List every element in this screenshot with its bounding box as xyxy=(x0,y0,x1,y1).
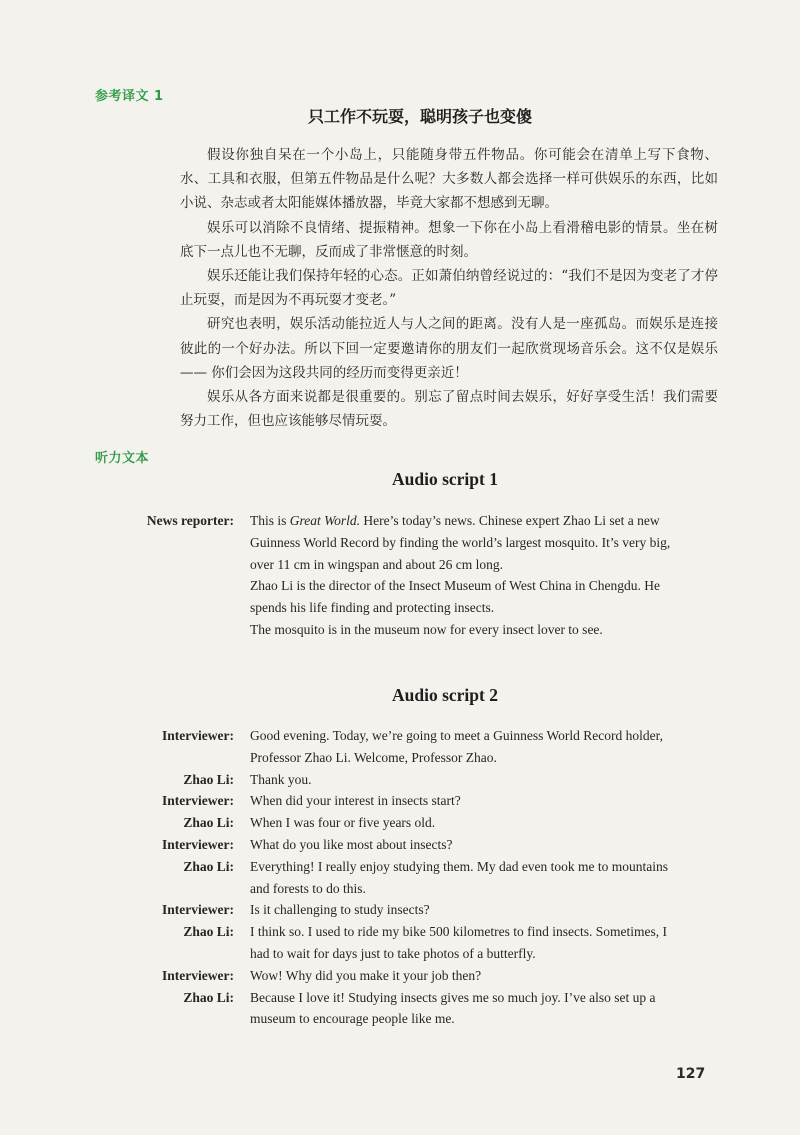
translation-paragraph: 假设你独自呆在一个小岛上，只能随身带五件物品。你可能会在清单上写下食物、水、工具和衣服，但第五件物品是什么呢？大多数人都会选择一样可供娱乐的东西，比如小说、杂志或者太阳能媒体播放器，毕竟大家都不想感到无聊。 xyxy=(180,147,718,212)
speech-line: Is it challenging to study insects? xyxy=(250,902,430,918)
listening-section-label: 听力文本 xyxy=(95,451,150,466)
translation-paragraph: 娱乐从各方面来说都是很重要的。别忘了留点时间去娱乐，好好享受生活！我们需要努力工作，但也应该能够尽情玩耍。 xyxy=(180,389,718,430)
dialog-turn xyxy=(140,725,720,769)
speech-text xyxy=(250,769,720,791)
speaker-name: News reporter: xyxy=(146,513,234,528)
speech-line: Thank you. xyxy=(250,771,312,787)
speech-line: What do you like most about insects? xyxy=(250,836,453,852)
dialog-turn xyxy=(140,899,720,921)
translation-section-label: 参考译文 1 xyxy=(95,89,164,104)
speaker-name: Interviewer: xyxy=(162,967,234,983)
speech-text xyxy=(250,921,720,965)
speaker-name: Interviewer: xyxy=(162,902,234,918)
speech-line: had to wait for days just to take photos of a butterfly. xyxy=(250,945,536,961)
speech-line: Everything! I really enjoy studying them. My dad even took me to mountains xyxy=(250,858,669,874)
speech-line: museum to encourage people like me. xyxy=(250,1011,455,1027)
speech-line: and forests to do this. xyxy=(250,880,366,896)
speech-line: When I was four or five years old. xyxy=(250,815,436,831)
speech-text xyxy=(250,725,720,769)
speaker-name: Zhao Li: xyxy=(183,771,234,787)
dialog-turn xyxy=(140,987,720,1031)
translation-paragraph: 娱乐可以消除不良情绪、提振精神。想象一下你在小岛上看滑稽电影的情景。坐在树底下一点儿也不无聊，反而成了非常惬意的时刻。 xyxy=(180,219,718,260)
translation-body xyxy=(180,143,718,433)
speech-line: This is Great World. Here’s today’s news. Chinese expert Zhao Li set a new xyxy=(250,513,660,528)
dialog-turn xyxy=(140,965,720,987)
speech-line: I think so. I used to ride my bike 500 kilometres to find insects. Sometimes, I xyxy=(250,924,667,940)
speech-line: Because I love it! Studying insects gives me so much joy. I’ve also set up a xyxy=(250,989,656,1005)
speaker-name: Zhao Li: xyxy=(183,989,234,1005)
translation-paragraph: 研究也表明，娱乐活动能拉近人与人之间的距离。没有人是一座孤岛。而娱乐是连接彼此的一个好办法。所以下回一定要邀请你的朋友们一起欣赏现场音乐会。这不仅是娱乐 —— 你们会因为这段共同的经历而变得更亲近！ xyxy=(180,316,718,381)
speech-text xyxy=(250,510,720,641)
page-number: 127 xyxy=(676,1066,706,1082)
speech-line: Zhao Li is the director of the Insect Museum of West China in Chengdu. He xyxy=(250,578,660,594)
audio-script-2-title: Audio script 2 xyxy=(392,685,498,705)
translation-paragraph: 娱乐还能让我们保持年轻的心态。正如萧伯纳曾经说过的：“我们不是因为变老了才停止玩耍，而是因为不再玩耍才变老。” xyxy=(180,268,718,309)
speech-text xyxy=(250,856,720,900)
speech-line: Wow! Why did you make it your job then? xyxy=(250,967,482,983)
speaker-name: Zhao Li: xyxy=(183,815,234,831)
audio-script-1-title: Audio script 1 xyxy=(392,469,498,489)
speech-line: Professor Zhao Li. Welcome, Professor Zhao. xyxy=(250,749,497,765)
dialog-turn xyxy=(140,921,720,965)
audio-script-1-dialog xyxy=(140,510,720,641)
dialog-turn xyxy=(140,769,720,791)
speech-line: over 11 cm in wingspan and about 26 cm long. xyxy=(250,556,503,572)
speech-text xyxy=(250,812,720,834)
translation-title: 只工作不玩耍，聪明孩子也变傻 xyxy=(307,107,532,126)
speech-line: spends his life finding and protecting insects. xyxy=(250,600,495,616)
speech-line: Good evening. Today, we’re going to meet a Guinness World Record holder, xyxy=(250,728,663,743)
dialog-turn xyxy=(140,834,720,856)
speaker-name: Interviewer: xyxy=(162,793,234,809)
speaker-name: Interviewer: xyxy=(162,836,234,852)
speaker-name: Interviewer: xyxy=(162,728,234,743)
dialog-turn xyxy=(140,510,720,641)
dialog-turn xyxy=(140,812,720,834)
speech-line: When did your interest in insects start? xyxy=(250,793,461,809)
speech-text xyxy=(250,899,720,921)
audio-script-2-dialog xyxy=(140,725,720,1030)
speech-text xyxy=(250,987,720,1031)
speech-text xyxy=(250,834,720,856)
dialog-turn xyxy=(140,790,720,812)
speaker-name: Zhao Li: xyxy=(183,858,234,874)
program-name: Great World. xyxy=(289,513,361,528)
speaker-name: Zhao Li: xyxy=(183,924,234,940)
speech-text xyxy=(250,965,720,987)
dialog-turn xyxy=(140,856,720,900)
speech-text xyxy=(250,790,720,812)
speech-line: Guinness World Record by finding the world’s largest mosquito. It’s very big, xyxy=(250,534,671,550)
speech-line: The mosquito is in the museum now for every insect lover to see. xyxy=(250,621,603,637)
